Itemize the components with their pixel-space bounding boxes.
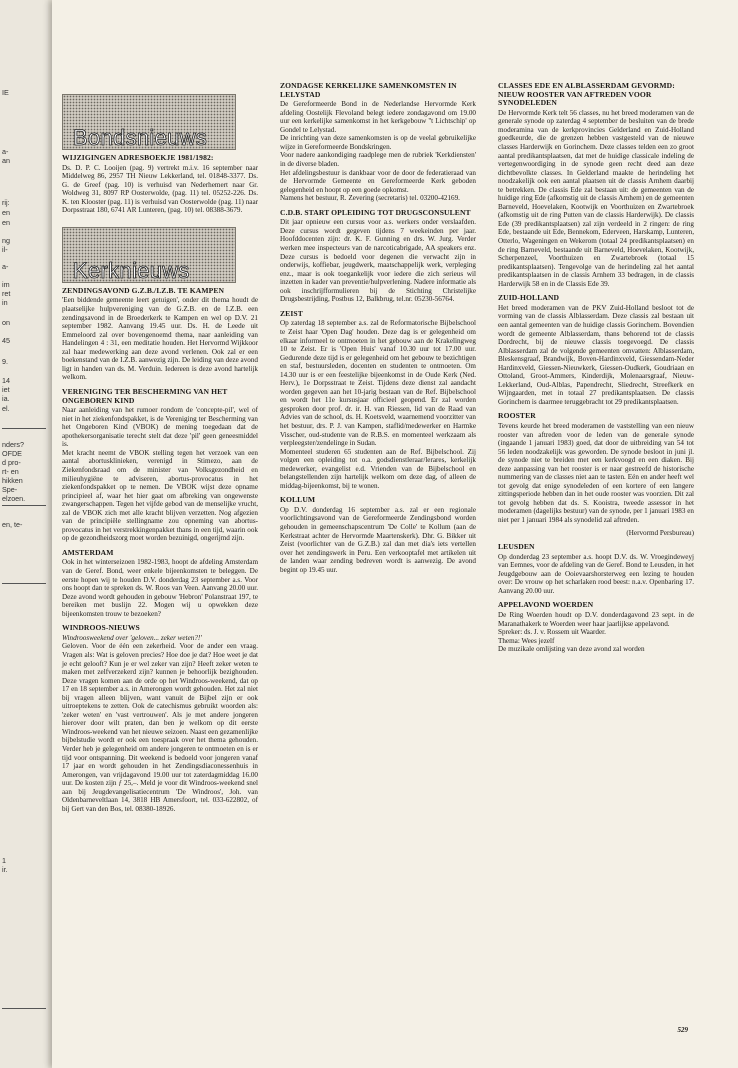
- heading-vboek: VERENIGING TER BESCHERMING VAN HET ONGEBOREN KIND: [62, 386, 228, 405]
- heading-amsterdam: AMSTERDAM: [62, 547, 114, 557]
- text-leusden: Op donderdag 23 september a.s. hoopt D.V. ds. W. Vroegindeweyj van Eemnes, voor de afdeling van de Geref. Bond te Leusden, in het Jeugdgebouw aan de Ooievaarshorsterweg een lezing te houden over: De vrouw op het scharlaken rood beest: n.a.v. Openbaring 17. Aanvang 20.00 uur.: [498, 552, 694, 595]
- heading-zendingsavond: ZENDINGSAVOND G.Z.B./I.Z.B. TE KAMPEN: [62, 285, 225, 295]
- heading-kollum: KOLLUM: [280, 495, 316, 505]
- text-windroos-subtitle: Windroosweekend over 'geloven... zeker weten?!': [62, 633, 202, 642]
- text-zuid-holland: Het breed moderamen van de PKV Zuid-Holland besloot tot de vorming van de classis Alblasserdam. Deze classis zal bestaan uit een aantal gemeenten van de huidige classis Gorinchem. Bovendien wordt de gemeente Alblasserdam, thans behorend tot de classis Dordrecht, bij de nieuwe classis toegevoegd. De classis Alblasserdam zal de volgende gemeenten omvatten: Alblasserdam, Bleskensgraaf, Brandwijk, Boven-Hardinxveld, Giessendam-Neder Hardinxveld, Giessen-Nieuwkerk, Giessen-Oudkerk, Goudriaan en Ottoland, Groot-Ammers, Kinderdijk, Molenaarsgraaf, Nieuw-Lekkerland, Oud-Alblas, Papendrecht, Sliedrecht, Streefkerk en Wijngaarden, met in totaal 27 predikantsplaatsen. De classis Gorinchem is daarmee teruggebracht tot 29 predikantsplaatsen.: [498, 303, 694, 406]
- edge-fragment: 1: [2, 856, 6, 865]
- text-zondagse-4: Het afdelingsbestuur is dankbaar voor de door de federatieraad van de Hervormde Gemeente en Gereformeerde Kerk geboden gelegenheid en hoopt op een goede opkomst.: [280, 168, 476, 194]
- column-1: [62, 94, 258, 813]
- text-appelavond-thema: Thema: Wees jezelf: [498, 636, 555, 645]
- kerknieuws-banner-title: Kerknieuws: [73, 258, 190, 284]
- edge-fragment: ir.: [2, 865, 8, 874]
- heading-zuid-holland: ZUID-HOLLAND: [498, 293, 560, 303]
- edge-fragment: elzoen.: [2, 494, 26, 503]
- page-number: 529: [677, 1026, 688, 1034]
- text-zendingsavond: 'Een biddende gemeente leert getuigen', onder dit thema houdt de plaatselijke hulpvereniging van de G.Z.B. en de I.Z.B. een zendingsavond in de Broederkerk te Kampen en wel op D.V. 21 september 1982. Aanvang 19.45 uur. Ds. H. de Leede uit Emmeloord zal over bovengenoemd thema, naar aanleiding van Handelingen 4 : 31, een meditatie houden. Het Hervormd Wijkkoor zal haar medewerking aan deze avond verlenen. Ook zal er een boekenstand van de I.Z.B. aanwezig zijn. De leiding van deze avond ligt in handen van ds. M. Verduin. Iedereen is deze avond hartelijk welkom.: [62, 296, 258, 382]
- heading-adresboekje: WIJZIGINGEN ADRESBOEKJE 1981/1982:: [62, 153, 214, 162]
- heading-leusden: LEUSDEN: [498, 542, 535, 552]
- edge-fragment: 9.: [2, 357, 8, 366]
- text-zeist-1: Op zaterdag 18 september a.s. zal de Reformatorische Bijbelschool te Zeist haar 'Open Dag' houden. Deze dag is er gelegenheid om elkaar informeel te ontmoeten in het gebouw aan de Krakelingweg 10 te Zeist. Er is 'Open Huis' vanaf 10.30 uur tot 17.00 uur. Gedurende deze tijd is er gelegenheid om het gebouw te bezichtigen en staf, bestuursleden, docenten en studenten te ontmoeten. Om 14.30 uur is er een feestelijke bijeenkomst in de Oude Kerk (Ned. Herv.), 1e Dorpsstraat te Zeist. Tijdens deze dienst zal aandacht worden gegeven aan het 10-jarig bestaan van de Ref. Bijbelschool en wordt het 11e kursusjaar officieel geopend. Er zal worden gesproken door prof. dr. ir. H. van Riessen, lid van de Raad van Advies van de school, ds. H. Koetsveld, waarnemend voorzitter van het bestuur, drs. P. J. van Kampen, staflid/medewerker en Harmke Visscher, oud-studente van de R.B.S. en momenteel werkzaam als verpleegster/zendelinge in Sudan.: [280, 319, 476, 448]
- edge-rule: [2, 583, 46, 584]
- heading-windroos: WINDROOS-NIEUWS: [62, 623, 140, 633]
- text-amsterdam: Ook in het winterseizoen 1982-1983, hoopt de afdeling Amsterdam van de Geref. Bond, weer enkele bijeenkomsten te beleggen. De eerste hopen wij te houden D.V. donderdag 23 september a.s. Voor ons hoopt dan te spreken ds. W. Roos van Veen. Aanvang 20.00 uur. Deze avond wordt gehouden in gebouw 'Hebron' Polanstraat 197, te bereiken met buslijn 22. Mogen wij u opwekken deze bijeenkomsten trouw te bezoeken?: [62, 558, 258, 618]
- edge-fragment: en: [2, 208, 10, 217]
- edge-fragment: d pro-: [2, 458, 21, 467]
- text-zondagse-5: Namens het bestuur, R. Zevering (secretaris) tel. 03200-42169.: [280, 194, 460, 203]
- previous-page-edge: [0, 0, 48, 1068]
- bondsnieuws-banner-title: Bondsnieuws: [73, 125, 208, 151]
- edge-fragment: on: [2, 318, 10, 327]
- edge-fragment: nders?: [2, 440, 24, 449]
- text-zondagse-2: De inrichting van deze samenkomsten is op de veelal gebruikelijke wijze in Gereformeerde Bondskringen.: [280, 134, 476, 151]
- text-zondagse-3: Voor nadere aankondiging raadplege men de rubriek 'Kerkdiensten' in de diverse bladen.: [280, 151, 476, 169]
- text-kollum: Op D.V. donderdag 16 september a.s. zal er een regionale voorlichtingsavond van de Gereformeerde Zendingsbond worden gehouden in gemeenschapscentrum 'De Colle' te Kollum (aan de Kerkstraat achter de Hervormde Maartenskerk). Dhr. G. Bikker uit Zeist (voorlichter van de G.Z.B.) zal dan met dia's iets vertellen over het zendingswerk in Peru. Een verkooptafel met artikelen uit de landen waar zending bedreven wordt is aanwezig. De avond begint op 19.45 uur.: [280, 505, 476, 574]
- edge-fragment: il-: [2, 245, 8, 254]
- heading-rooster: ROOSTER: [498, 411, 536, 421]
- edge-fragment: a-: [2, 262, 9, 271]
- edge-fragment: iet: [2, 385, 10, 394]
- edge-rule: [2, 1008, 46, 1009]
- heading-appelavond: APPELAVOND WOERDEN: [498, 600, 594, 610]
- heading-cdb: C.D.B. START OPLEIDING TOT DRUGSCONSULENT: [280, 207, 471, 217]
- heading-zondagse: ZONDAGSE KERKELIJKE SAMENKOMSTEN IN LELYSTAD: [280, 81, 457, 99]
- edge-fragment: a-: [2, 147, 9, 156]
- text-appelavond-muziek: De muzikale omlijsting van deze avond zal worden: [498, 645, 645, 654]
- edge-fragment: in: [2, 298, 8, 307]
- text-rooster: Tevens keurde het breed moderamen de vaststelling van een nieuw rooster van aftreden voor de leden van de generale synode (ingaande 1 januari 1983) goed, dat door de uitbreiding van 54 tot 56 leden noodzakelijk was geworden. De synode besloot in juni jl. de synode niet te breiden met een kerkvoogd en een diaken. Bij deze aanpassing van het rooster is er naar gestreefd de historische nummering van de classes niet aan te tasten. Eén en ander heeft wel tot gevolg dat enige synodeleden of een kortere of een langere zittingsperiode hebben dan in het oude rooster was voorzien. Dit zal tot gevolg hebben dat ds. S. Kooistra, tweede assessor in het moderamen (dagelijks bestuur) van de synode, per 1 januari 1983 en niet per 1 januari 1984 als synodelid zal aftreden.: [498, 422, 694, 525]
- text-vboek-2: Met kracht neemt de VBOK stelling tegen het verzoek van een aantal abortusklinieken, verenigd in Stimezo, aan de Ziekenfondsraad om de minister van Volksgezondheid en milieuhygiëne te adviseren, abortus-provocatus in het ziekenfondspakket op te nemen. De VBOK wijst deze opname principieel af, waar het hier gaat om afbreking van ongewenste zwangerschappen. Tegen het vijfde gebod van de menselijke vrucht, zal de VBOK zich met alle kracht blijven verzetten. Nog afgezien van de principiële stellingname zou opneming van abortus-provocatus in het verstrekkingenpakket thans in een tijd, waarin ook op de gezondheidszorg moet worden bezuinigd, ongerijmd zijn.: [62, 448, 258, 543]
- edge-fragment: en: [2, 218, 10, 227]
- column-3: [498, 76, 694, 654]
- edge-fragment: 45: [2, 336, 10, 345]
- edge-fragment: ng: [2, 236, 10, 245]
- text-cdb: Dit jaar opnieuw een cursus voor a.s. werkers onder verslaafden. Deze cursus wordt gegeven tijdens 7 weekeinden per jaar. Hoofddocenten zijn: dr. K. F. Gunning en drs. W. Jurg. Verder werken mee inspecteurs van de narcoticabrigade, AA speakers enz. Deze cursus is bedoeld voor degenen die verwacht zijn in onderwijs, koffiebar, jeugdwerk, maatschappelijk werk, verpleging enz., maar is ook toegankelijk voor iedere die zich serieus wil inzetten in kader van preventie/hulpverlening. Nadere informatie als ook inschrijfformulieren bij de Stichting Christelijke Drugsbestrijding, Postbus 12, Balkbrug, tel.nr. 05230-56764.: [280, 218, 476, 304]
- text-adresboekje: Ds. D. P. C. Looijen (pag. 9) vertrekt m.i.v. 16 september naar Middelweg 86, 2957 TH Nieuw Lekkerland, tel. 01848-3377. Ds. G. de Greef (pag. 10) is verhuisd van Nederhemert naar Gr. Woldweg 31, 8097 RP Oosterwolde, (pag. 11) tel. 05252-226. Ds. K. ten Klooster (pag. 11) is verhuisd van Oosterwolde (pag. 11) naar Dorpsstraat 180, 6741 AR Lunteren, (pag. 10) tel. 08388-3679.: [62, 163, 258, 215]
- edge-fragment: an: [2, 156, 10, 165]
- edge-fragment: Spe-: [2, 485, 18, 494]
- magazine-page: [52, 0, 738, 1068]
- edge-fragment: 14: [2, 376, 10, 385]
- edge-fragment: im: [2, 280, 10, 289]
- heading-zeist: ZEIST: [280, 308, 303, 318]
- text-zeist-2: Momenteel studeren 65 studenten aan de Ref. Bijbelschool. Zij volgen een opleiding tot o.a. godsdienstleraar/lerares, kerkelijk medewerker, evangelist e.d. Vrienden van de Bijbelschool en belangstellenden zijn hartelijk welkom om deze dag, of alleen de middag-bijeenkomst, bij te wonen.: [280, 447, 476, 490]
- text-appelavond-spreker: Spreker: ds. J. v. Rossem uit Waarder.: [498, 628, 606, 637]
- edge-fragment: hikken: [2, 476, 23, 485]
- edge-fragment: rij:: [2, 198, 10, 207]
- edge-fragment: rt- en: [2, 467, 19, 476]
- bondsnieuws-banner: [62, 94, 236, 150]
- edge-rule: [2, 505, 46, 506]
- edge-fragment: en, te-: [2, 520, 23, 529]
- edge-fragment: ia.: [2, 394, 10, 403]
- text-zondagse-1: De Gereformeerde Bond in de Nederlandse Hervormde Kerk afdeling Oostelijk Flevoland belegt iedere zondagavond om 19.00 uur een kerkelijke samenkomst in het kerkgebouw ''t Lichtschip' op Gondel te Lelystad.: [280, 100, 476, 134]
- text-windroos: Geloven. Voor de één een zekerheid. Voor de ander een vraag. Vragen als: Wat is geloven precies? Hoe doe je dat? Hoe weet je dat je echt gelooft? Kun je er wel zeker van zijn? Heeft zeker weten te maken met zelfverzekerd zijn? kunnen je behoorlijk bezighouden. Deze vragen komen aan de orde op het Windroos-weekend, dat op 17 en 18 september a.s. in Amerongen wordt gehouden. Het zal niet bij vragen alleen blijven, want vanuit de Bijbel zijn er ook uitroeptekens te zetten. Ook de catechismus gebruikt woorden als: 'zeker weten' en 'vast vertrouwen'. Als je met andere jongeren hierover door wilt praten, dan ben je welkom op dit eerste Windroos-weekend van het nieuwe seizoen. Naast een gezamenlijke bijbelstudie wordt er ook een toespraak over het thema gehouden. Verder heb je gelegenheid om andere jongeren te ontmoeten en is er tijd voor ontspanning. Dit weekend is bedoeld voor jongeren vanaf 17 jaar en wordt gehouden in het Zendingsdiaconessenhuis in Amerongen, van vrijdagavond 19.00 uur tot zaterdagmiddag 16.00 uur. De kosten zijn ƒ 25,–. Meld je voor dit Windroos-weekend snel aan bij Jeugdevangelisatiecentrum 'De Windroos', Joh. van Oldenbarneveltlaan 14, 3818 HB Amersfoort, tel. 033-622802, of bij Gert van den Bos, tel. 08380-18926.: [62, 642, 258, 813]
- text-appelavond: De Ring Woerden houdt op D.V. donderdagavond 23 sept. in de Maranathakerk te Woerden weer haar jaarlijkse appelavond.: [498, 611, 694, 628]
- text-classes: De Hervormde Kerk telt 56 classes, nu het breed moderamen van de generale synode op zaterdag 4 september de besluiten van de brede moderamina van de kerkprovincies Gelderland en Zuid-Holland goedkeurde, die de grenzen hebben vastgesteld van de nieuwe classes Harderwijk en Gorinchem. Deze classes telden een zo groot aantal predikantsplaatsen, dat met de huidige classicale indeling de vertegenwoordiging in de synode geen recht deed aan deze dichtbevolkte classes. In Gelderland maakte de herindeling het noodzakelijk ook een aantal plaatsen uit de classis Arnhem daarbij te betrekken. De classis Ede zal bestaan uit: de gemeenten van de huidige ring Ede (afkomstig uit de classis Arnhem) en de gemeenten Barneveld, Hoevelaken, Kootwijk en Voorthuizen en Zwartebroek (afkomstig uit de ring Putten van de classis Harderwijk). De classis Ede (39 predikantsplaatsen) zal zijn verdeeld in 2 ringen: de ring Ede, bestaande uit Ede, Bennekom, Ederveen, Harskamp, Lunteren, Otterlo, Wageningen en Wekerom (totaal 24 predikantsplaatsen) en de ring Barneveld, bestaande uit Barneveld, Hoevelaken, Kootwijk, Scherpenzeel, Voorthuizen en Zwartebroek (totaal 15 predikantsplaatsen). Tengevolge van de herindeling zal het aantal predikantsplaatsen in de classis Arnhem 33 bedragen, in de classis Harderwijk 58 en in de Classis Ede 39.: [498, 108, 694, 288]
- column-2: [280, 76, 476, 574]
- signature-persbureau: (Hervormd Persbureau): [626, 528, 694, 537]
- kerknieuws-banner: [62, 227, 236, 283]
- heading-classes: CLASSES EDE EN ALBLASSERDAM GEVORMD: NIEUW ROOSTER VAN AFTREDEN VOOR SYNODELEDEN: [498, 81, 675, 108]
- edge-fragment: el.: [2, 404, 10, 413]
- edge-fragment: OFDE: [2, 449, 22, 458]
- text-vboek-1: Naar aanleiding van het rumoer rondom de 'concepte-pil', wel of niet in het ziekenfondspakket, is de Vereniging ter Bescherming van het Ongeboren Kind (VBOK) de mening toegedaan dat de apothekersorganisatie terecht stelt dat deze 'pil' geen geneesmiddel is.: [62, 406, 258, 449]
- edge-fragment: ret: [2, 289, 11, 298]
- edge-fragment: IE: [2, 88, 9, 97]
- edge-rule: [2, 428, 46, 429]
